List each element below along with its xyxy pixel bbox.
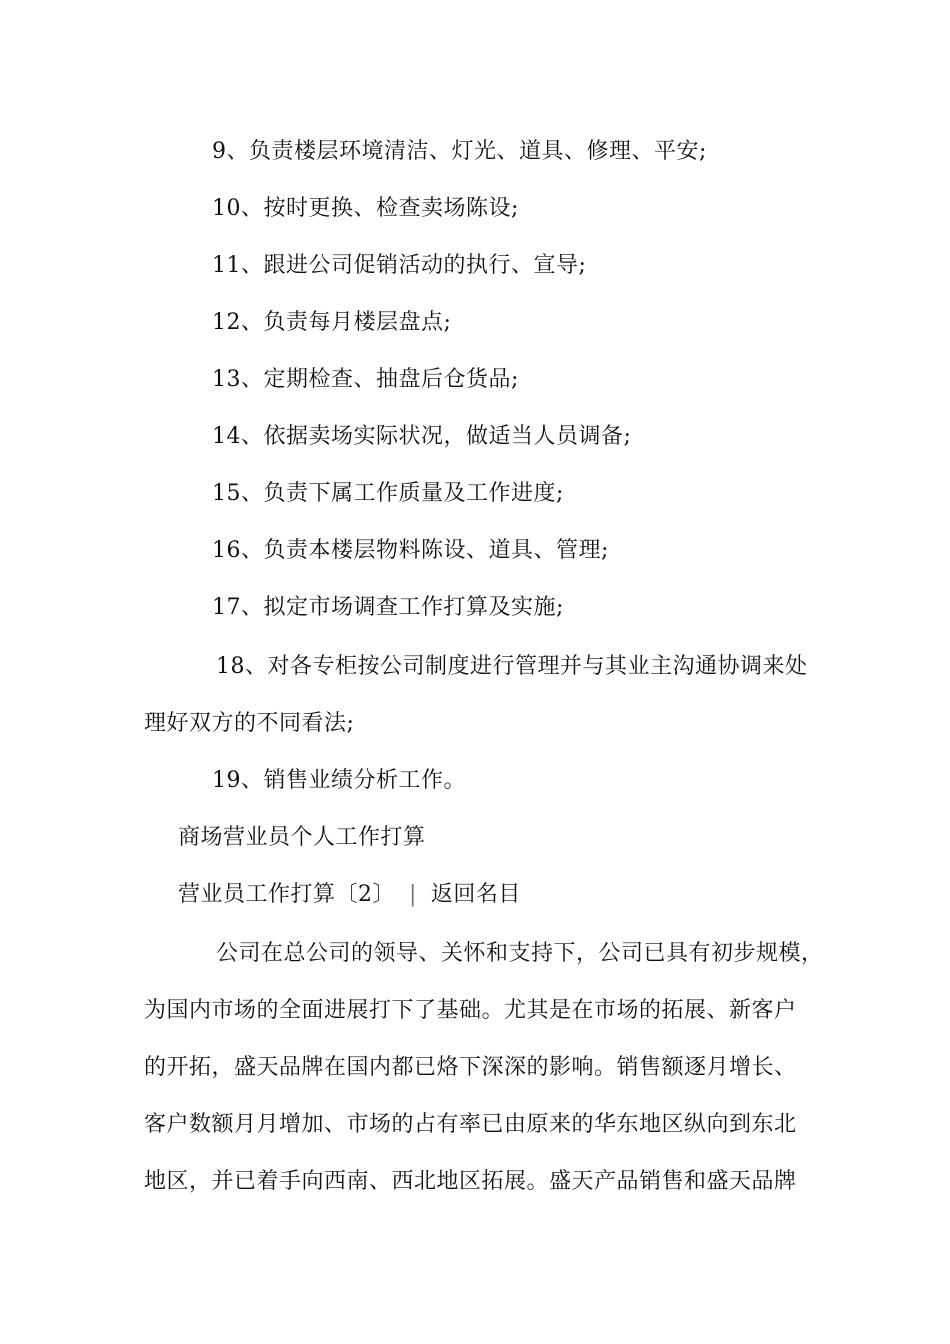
list-item: 18、对各专柜按公司制度进行管理并与其业主沟通协调来处	[216, 654, 808, 679]
list-item-continuation: 理好双方的不同看法;	[144, 711, 355, 736]
subtitle-row	[178, 880, 521, 910]
list-item: 11、跟进公司促销活动的执行、宣导;	[212, 253, 587, 278]
section-title: 商场营业员个人工作打算	[178, 825, 426, 850]
subtitle-text: 营业员工作打算〔2〕	[178, 882, 395, 907]
list-item: 12、负责每月楼层盘点;	[212, 310, 452, 335]
list-item: 14、依据卖场实际状况，做适当人员调备;	[212, 424, 632, 449]
separator: |	[409, 882, 417, 907]
list-item: 9、负责楼层环境清洁、灯光、道具、修理、平安;	[212, 139, 707, 164]
list-item: 16、负责本楼层物料陈设、道具、管理;	[212, 538, 609, 563]
paragraph-line: 地区，并已着手向西南、西北地区拓展。盛天产品销售和盛天品牌	[144, 1169, 797, 1194]
paragraph-line: 客户数额月月增加、市场的占有率已由原来的华东地区纵向到东北	[144, 1112, 797, 1137]
list-item: 13、定期检查、抽盘后仓货品;	[212, 367, 519, 392]
list-item: 10、按时更换、检查卖场陈设;	[212, 196, 519, 221]
back-to-toc-link[interactable]: 返回名目	[430, 882, 521, 907]
list-item: 19、销售业绩分析工作。	[212, 768, 466, 793]
list-item: 15、负责下属工作质量及工作进度;	[212, 481, 564, 506]
paragraph-line: 公司在总公司的领导、关怀和支持下，公司已具有初步规模，	[216, 941, 824, 966]
list-item: 17、拟定市场调查工作打算及实施;	[212, 595, 564, 620]
paragraph-line: 的开拓，盛天品牌在国内都已烙下深深的影响。销售额逐月增长、	[144, 1055, 797, 1080]
paragraph-line: 为国内市场的全面进展打下了基础。尤其是在市场的拓展、新客户	[144, 998, 797, 1023]
